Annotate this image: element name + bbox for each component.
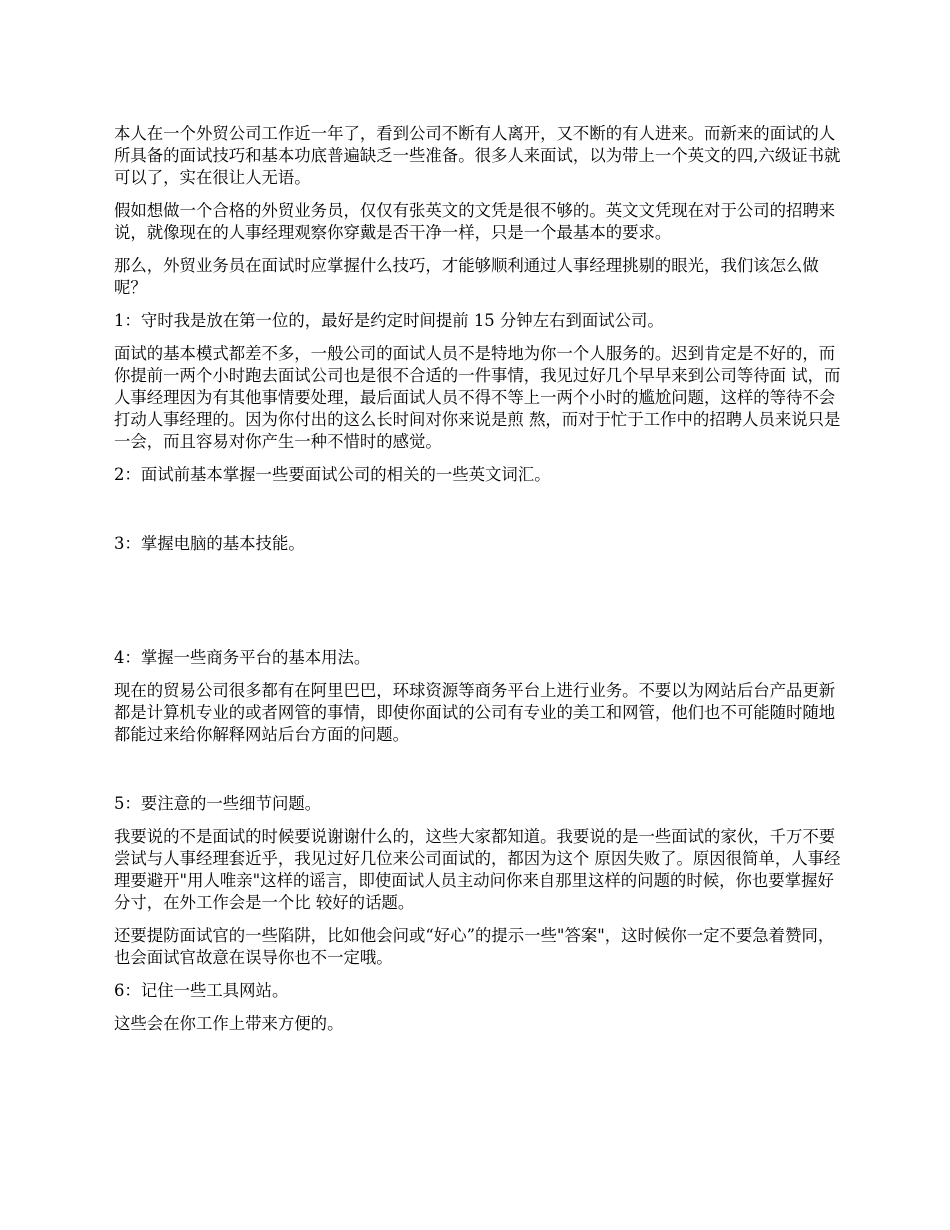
tip-5-heading: 5：要注意的一些细节问题。	[114, 794, 322, 813]
paragraph-diploma: 假如想做一个合格的外贸业务员，仅仅有张英文的文凭是很不够的。英文文凭现在对于公司的招聘来说，就像现在的人事经理观察你穿戴是否干净一样，只是一个最基本的要求。	[114, 201, 836, 242]
paragraph-question: 那么，外贸业务员在面试时应掌握什么技巧，才能够顺利通过人事经理挑剔的眼光，我们该怎么做呢？	[114, 256, 819, 297]
tip-4-heading: 4：掌握一些商务平台的基本用法。	[114, 648, 371, 667]
tip-4-body: 现在的贸易公司很多都有在阿里巴巴，环球资源等商务平台上进行业务。不要以为网站后台产品更新都是计算机专业的或者网管的事情，即使你面试的公司有专业的美工和网管，他们也不可能随时随地都能过来给你解释网站后台方面的问题。	[114, 681, 836, 744]
blank-space	[114, 497, 844, 533]
document-body	[114, 123, 844, 1046]
blank-space	[114, 757, 844, 793]
tip-3-heading: 3：掌握电脑的基本技能。	[114, 534, 305, 553]
tip-5-body-cont: 还要提防面试官的一些陷阱，比如他会问或“好心”的提示一些"答案"，这时候你一定不要急着赞同，也会面试官故意在误导你也不一定哦。	[114, 926, 835, 967]
tip-1-heading: 1：守时我是放在第一位的，最好是约定时间提前 15 分钟左右到面试公司。	[114, 311, 664, 330]
tip-2-heading: 2：面试前基本掌握一些要面试公司的相关的一些英文词汇。	[114, 465, 551, 484]
tip-6-heading: 6：记住一些工具网站。	[114, 981, 289, 1000]
tip-5-body: 我要说的不是面试的时候要说谢谢什么的，这些大家都知道。我要说的是一些面试的家伙，千万不要尝试与人事经理套近乎，我见过好几位来公司面试的，都因为这个 原因失败了。原因很简单，人事经理要避开"用人唯亲"这样的谣言，即使面试人员主动问你来自那里这样的问题的时候，你也要掌握好分寸，在外工作会是一个比 较好的话题。	[114, 827, 841, 912]
tip-1-body: 面试的基本模式都差不多，一般公司的面试人员不是特地为你一个人服务的。迟到肯定是不好的，而你提前一两个小时跑去面试公司也是很不合适的一件事情，我见过好几个早早来到公司等待面 试，而人事经理因为有其他事情要处理，最后面试人员不得不等上一两个小时的尴尬问题，这样的等待不会打动人事经理的。因为你付出的这么长时间对你来说是煎 熬，而对于忙于工作中的招聘人员来说只是一会，而且容易对你产生一种不惜时的感觉。	[114, 344, 841, 451]
paragraph-intro: 本人在一个外贸公司工作近一年了，看到公司不断有人离开，又不断的有人进来。而新来的面试的人所具备的面试技巧和基本功底普遍缺乏一些准备。很多人来面试，以为带上一个英文的四,六级证书就可以了，实在很让人无语。	[114, 124, 841, 187]
closing-paragraph: 这些会在你工作上带来方便的。	[114, 1014, 344, 1033]
blank-space	[114, 566, 844, 647]
